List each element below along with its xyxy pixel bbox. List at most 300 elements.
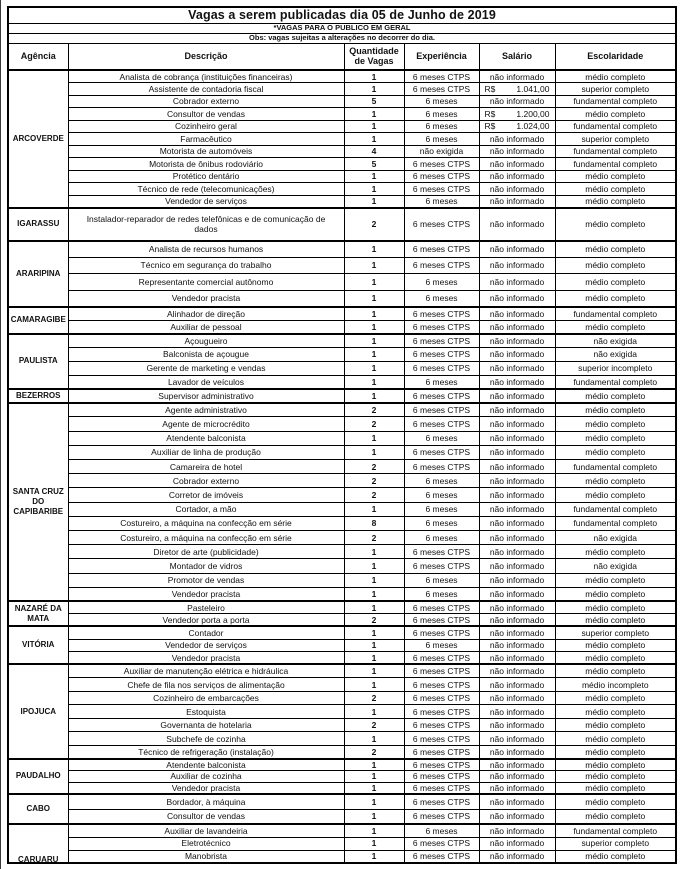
quantity-cell: 1 (344, 559, 404, 573)
quantity-cell: 1 (344, 502, 404, 516)
education-cell: médio completo (555, 445, 676, 459)
education-cell: fundamental completo (555, 375, 676, 389)
quantity-cell: 2 (344, 691, 404, 705)
table-row (8, 361, 676, 375)
salary-cell: não informado (479, 183, 555, 196)
quantity-cell: 1 (344, 837, 404, 850)
salary-cell: não informado (479, 782, 555, 794)
table-row (8, 652, 676, 665)
salary-cell: não informado (479, 573, 555, 587)
salary-cell: não informado (479, 718, 555, 732)
quantity-cell: 1 (344, 759, 404, 771)
experience-cell: 6 meses CTPS (404, 718, 479, 732)
experience-cell: 6 meses (404, 120, 479, 133)
experience-cell: 6 meses CTPS (404, 809, 479, 824)
agency-cell-paudalho: PAUDALHO (8, 759, 68, 794)
description-cell: Vendedor pracista (68, 652, 344, 665)
salary-cell: não informado (479, 601, 555, 614)
experience-cell: 6 meses CTPS (404, 241, 479, 258)
quantity-cell: 2 (344, 718, 404, 732)
salary-cell: não informado (479, 614, 555, 627)
table-row (8, 639, 676, 652)
description-cell: Lavador de veículos (68, 375, 344, 389)
agency-cell-cabo: CABO (8, 794, 68, 824)
description-cell: Analista de cobrança (instituições financeiras) (68, 70, 344, 83)
experience-cell: 6 meses CTPS (404, 837, 479, 850)
table-row (8, 488, 676, 502)
quantity-cell: 1 (344, 389, 404, 403)
quantity-cell: 1 (344, 348, 404, 362)
salary-cell: não informado (479, 824, 555, 837)
description-cell: Costureiro, a máquina na confecção em série (68, 530, 344, 544)
salary-cell: não informado (479, 759, 555, 771)
salary-cell: não informado (479, 95, 555, 108)
education-cell: médio completo (555, 705, 676, 719)
education-cell: médio completo (555, 691, 676, 705)
table-row (8, 573, 676, 587)
experience-cell: 6 meses (404, 474, 479, 488)
experience-cell: 6 meses CTPS (404, 70, 479, 83)
description-cell: Promotor de vendas (68, 573, 344, 587)
education-cell: médio completo (555, 587, 676, 601)
experience-cell: 6 meses CTPS (404, 320, 479, 334)
table-row (8, 145, 676, 158)
quantity-cell: 2 (344, 403, 404, 417)
description-cell: Consultor de vendas (68, 809, 344, 824)
description-cell: Costureiro, a máquina na confecção em série (68, 516, 344, 530)
table-row (8, 601, 676, 614)
description-cell: Técnico de rede (telecomunicações) (68, 183, 344, 196)
table-row (8, 307, 676, 321)
education-cell: superior completo (555, 83, 676, 96)
quantity-cell: 1 (344, 257, 404, 274)
quantity-cell: 5 (344, 95, 404, 108)
quantity-cell: 2 (344, 530, 404, 544)
agency-cell-santa-cruz-do-capibaribe: SANTA CRUZ DO CAPIBARIBE (8, 403, 68, 602)
experience-cell: 6 meses CTPS (404, 183, 479, 196)
salary-amount: 1.200,00 (516, 108, 550, 119)
experience-cell: 6 meses CTPS (404, 257, 479, 274)
table-row (8, 158, 676, 171)
education-cell: médio completo (555, 183, 676, 196)
salary-cell: não informado (479, 133, 555, 146)
quantity-cell: 2 (344, 614, 404, 627)
description-cell: Açougueiro (68, 334, 344, 348)
agency-cell-arcoverde: ARCOVERDE (8, 70, 68, 208)
quantity-cell: 2 (344, 474, 404, 488)
quantity-cell: 1 (344, 133, 404, 146)
table-row (8, 290, 676, 307)
description-cell: Consultor de vendas (68, 108, 344, 121)
table-row (8, 83, 676, 96)
quantity-cell: 2 (344, 417, 404, 431)
experience-cell: 6 meses (404, 431, 479, 445)
table-row (8, 70, 676, 83)
education-cell: médio completo (555, 850, 676, 863)
table-row (8, 718, 676, 732)
experience-cell: 6 meses CTPS (404, 460, 479, 474)
quantity-cell: 1 (344, 375, 404, 389)
agency-cell-bezerros: BEZERROS (8, 389, 68, 403)
salary-cell: não informado (479, 170, 555, 183)
education-cell: médio completo (555, 664, 676, 678)
education-cell: médio completo (555, 545, 676, 559)
quantity-cell: 1 (344, 445, 404, 459)
table-row (8, 559, 676, 573)
education-cell: médio completo (555, 639, 676, 652)
description-cell: Motorista de ônibus rodoviário (68, 158, 344, 171)
description-cell: Vendedor pracista (68, 290, 344, 307)
table-row (8, 403, 676, 417)
table-row (8, 348, 676, 362)
education-cell: médio incompleto (555, 678, 676, 692)
table-row (8, 133, 676, 146)
salary-cell: não informado (479, 403, 555, 417)
experience-cell: 6 meses CTPS (404, 705, 479, 719)
description-cell: Contador (68, 626, 344, 639)
quantity-cell: 1 (344, 183, 404, 196)
table-row (8, 170, 676, 183)
description-cell: Pasteleiro (68, 601, 344, 614)
experience-cell: 6 meses (404, 95, 479, 108)
experience-cell: 6 meses CTPS (404, 83, 479, 96)
salary-cell: não informado (479, 474, 555, 488)
experience-cell: 6 meses (404, 488, 479, 502)
quantity-cell: 1 (344, 274, 404, 291)
salary-amount: 1.024,00 (516, 121, 550, 132)
education-cell: superior completo (555, 626, 676, 639)
agency-cell-paulista: PAULISTA (8, 334, 68, 389)
experience-cell: 6 meses (404, 290, 479, 307)
education-cell: médio completo (555, 809, 676, 824)
description-cell: Atendente balconista (68, 431, 344, 445)
quantity-cell: 2 (344, 488, 404, 502)
experience-cell: 6 meses CTPS (404, 307, 479, 321)
experience-cell: 6 meses (404, 375, 479, 389)
education-cell: superior incompleto (555, 361, 676, 375)
experience-cell: 6 meses CTPS (404, 850, 479, 863)
table-row (8, 794, 676, 809)
education-cell: fundamental completo (555, 824, 676, 837)
agency-cell-camaragibe: CAMARAGIBE (8, 307, 68, 334)
description-cell: Auxiliar de pessoal (68, 320, 344, 334)
page-title: Vagas a serem publicadas dia 05 de Junho de 2019 (8, 7, 676, 23)
salary-cell: não informado (479, 664, 555, 678)
experience-cell: 6 meses (404, 573, 479, 587)
salary-cell: não informado (479, 158, 555, 171)
salary-cell (479, 120, 555, 133)
description-cell: Montador de vidros (68, 559, 344, 573)
education-cell: médio completo (555, 794, 676, 809)
education-cell: médio completo (555, 108, 676, 121)
education-cell: não exigida (555, 348, 676, 362)
table-row (8, 375, 676, 389)
table-row (8, 837, 676, 850)
education-cell: médio completo (555, 290, 676, 307)
description-cell: Subchefe de cozinha (68, 732, 344, 746)
description-cell: Representante comercial autônomo (68, 274, 344, 291)
salary-cell: não informado (479, 257, 555, 274)
quantity-cell: 1 (344, 120, 404, 133)
quantity-cell: 1 (344, 652, 404, 665)
description-cell: Atendente balconista (68, 759, 344, 771)
column-header-escolaridade: Escolaridade (555, 43, 676, 70)
salary-currency: R$ (484, 121, 496, 132)
description-cell: Vendedor pracista (68, 782, 344, 794)
education-cell: médio completo (555, 170, 676, 183)
table-row (8, 545, 676, 559)
description-cell: Auxiliar de cozinha (68, 771, 344, 783)
experience-cell: 6 meses CTPS (404, 732, 479, 746)
experience-cell: 6 meses CTPS (404, 691, 479, 705)
salary-cell (479, 108, 555, 121)
salary-cell: não informado (479, 389, 555, 403)
salary-cell: não informado (479, 274, 555, 291)
education-cell: médio completo (555, 208, 676, 241)
salary-cell: não informado (479, 460, 555, 474)
page-subtitle: *VAGAS PARA O PUBLICO EM GERAL (8, 23, 676, 33)
agency-cell-araripina: ARARIPINA (8, 241, 68, 307)
salary-cell: não informado (479, 208, 555, 241)
description-cell: Auxiliar de lavandeiria (68, 824, 344, 837)
description-cell: Agente administrativo (68, 403, 344, 417)
table-row (8, 516, 676, 530)
table-row (8, 782, 676, 794)
description-cell: Cortador, a mão (68, 502, 344, 516)
table-row (8, 445, 676, 459)
description-cell: Protético dentário (68, 170, 344, 183)
experience-cell: 6 meses CTPS (404, 782, 479, 794)
table-row (8, 745, 676, 759)
salary-cell: não informado (479, 516, 555, 530)
education-cell: não exigida (555, 530, 676, 544)
education-cell: médio completo (555, 474, 676, 488)
description-cell: Auxiliar de manutenção elétrica e hidráulica (68, 664, 344, 678)
education-cell: fundamental completo (555, 460, 676, 474)
experience-cell: 6 meses (404, 502, 479, 516)
table-row (8, 274, 676, 291)
salary-cell: não informado (479, 334, 555, 348)
table-row (8, 183, 676, 196)
education-cell: fundamental completo (555, 145, 676, 158)
vacancies-table (7, 6, 677, 864)
experience-cell: 6 meses CTPS (404, 614, 479, 627)
salary-cell: não informado (479, 307, 555, 321)
experience-cell: 6 meses CTPS (404, 678, 479, 692)
table-row (8, 824, 676, 837)
education-cell: fundamental completo (555, 95, 676, 108)
salary-currency: R$ (484, 83, 496, 94)
description-cell: Analista de recursos humanos (68, 241, 344, 258)
column-header-agencia: Agência (8, 43, 68, 70)
table-row (8, 120, 676, 133)
quantity-cell: 1 (344, 573, 404, 587)
experience-cell: 6 meses (404, 530, 479, 544)
experience-cell: 6 meses CTPS (404, 759, 479, 771)
quantity-cell: 1 (344, 290, 404, 307)
description-cell: Técnico de refrigeração (instalação) (68, 745, 344, 759)
description-cell: Chefe de fila nos serviços de alimentação (68, 678, 344, 692)
quantity-cell: 1 (344, 794, 404, 809)
salary-cell: não informado (479, 771, 555, 783)
description-cell: Vendedor porta a porta (68, 614, 344, 627)
education-cell: médio completo (555, 417, 676, 431)
quantity-cell: 1 (344, 70, 404, 83)
education-cell: médio completo (555, 274, 676, 291)
salary-cell: não informado (479, 652, 555, 665)
salary-cell: não informado (479, 530, 555, 544)
experience-cell: 6 meses CTPS (404, 626, 479, 639)
education-cell: médio completo (555, 195, 676, 208)
salary-cell: não informado (479, 361, 555, 375)
experience-cell: 6 meses (404, 108, 479, 121)
description-cell: Corretor de imóveis (68, 488, 344, 502)
table-row (8, 678, 676, 692)
quantity-cell: 1 (344, 431, 404, 445)
salary-cell: não informado (479, 375, 555, 389)
experience-cell: 6 meses CTPS (404, 334, 479, 348)
education-cell: fundamental completo (555, 120, 676, 133)
table-row (8, 195, 676, 208)
education-cell: médio completo (555, 241, 676, 258)
column-header-salario: Salário (479, 43, 555, 70)
table-row (8, 320, 676, 334)
quantity-cell: 1 (344, 307, 404, 321)
experience-cell: 6 meses CTPS (404, 389, 479, 403)
agency-cell-vitoria: VITÓRIA (8, 626, 68, 664)
education-cell: médio completo (555, 652, 676, 665)
salary-cell: não informado (479, 545, 555, 559)
experience-cell: 6 meses (404, 274, 479, 291)
salary-cell: não informado (479, 732, 555, 746)
column-header-descricao: Descrição (68, 43, 344, 70)
quantity-cell: 1 (344, 601, 404, 614)
salary-cell: não informado (479, 850, 555, 863)
salary-cell: não informado (479, 241, 555, 258)
salary-cell: não informado (479, 431, 555, 445)
education-cell: médio completo (555, 732, 676, 746)
description-cell: Camareira de hotel (68, 460, 344, 474)
experience-cell: 6 meses (404, 587, 479, 601)
quantity-cell: 1 (344, 732, 404, 746)
table-row (8, 389, 676, 403)
experience-cell: 6 meses CTPS (404, 545, 479, 559)
salary-cell: não informado (479, 745, 555, 759)
description-cell: Governanta de hotelaria (68, 718, 344, 732)
education-cell: médio completo (555, 601, 676, 614)
education-cell: médio completo (555, 488, 676, 502)
quantity-cell: 2 (344, 460, 404, 474)
description-cell: Cozinheiro de embarcações (68, 691, 344, 705)
salary-cell: não informado (479, 348, 555, 362)
table-row (8, 502, 676, 516)
description-cell: Vendedor pracista (68, 587, 344, 601)
table-row (8, 691, 676, 705)
salary-cell: não informado (479, 290, 555, 307)
salary-cell: não informado (479, 417, 555, 431)
salary-cell (479, 83, 555, 96)
education-cell: médio completo (555, 573, 676, 587)
description-cell: Instalador-reparador de redes telefônicas e de comunicação de dados (68, 208, 344, 241)
table-row (8, 705, 676, 719)
table-row (8, 771, 676, 783)
table-row (8, 108, 676, 121)
education-cell: médio completo (555, 745, 676, 759)
experience-cell: 6 meses CTPS (404, 158, 479, 171)
experience-cell: 6 meses (404, 516, 479, 530)
salary-cell: não informado (479, 488, 555, 502)
quantity-cell: 1 (344, 771, 404, 783)
experience-cell: 6 meses CTPS (404, 403, 479, 417)
education-cell: fundamental completo (555, 307, 676, 321)
education-cell: médio completo (555, 771, 676, 783)
description-cell: Motorista de automóveis (68, 145, 344, 158)
education-cell: médio completo (555, 389, 676, 403)
quantity-cell: 1 (344, 824, 404, 837)
salary-cell: não informado (479, 145, 555, 158)
quantity-cell: 1 (344, 545, 404, 559)
education-cell: médio completo (555, 782, 676, 794)
description-cell: Farmacêutico (68, 133, 344, 146)
table-row (8, 850, 676, 863)
quantity-cell: 1 (344, 241, 404, 258)
education-cell: fundamental completo (555, 502, 676, 516)
description-cell: Cobrador externo (68, 474, 344, 488)
table-row (8, 732, 676, 746)
education-cell: não exigida (555, 559, 676, 573)
experience-cell: 6 meses CTPS (404, 445, 479, 459)
quantity-cell: 1 (344, 809, 404, 824)
description-cell: Assistente de contadoria fiscal (68, 83, 344, 96)
quantity-cell: 1 (344, 782, 404, 794)
description-cell: Cozinheiro geral (68, 120, 344, 133)
table-row (8, 614, 676, 627)
salary-cell: não informado (479, 691, 555, 705)
education-cell: médio completo (555, 718, 676, 732)
quantity-cell: 1 (344, 320, 404, 334)
salary-cell: não informado (479, 502, 555, 516)
salary-cell: não informado (479, 837, 555, 850)
salary-amount: 1.041,00 (516, 83, 550, 94)
description-cell: Alinhador de direção (68, 307, 344, 321)
experience-cell: 6 meses (404, 133, 479, 146)
quantity-cell: 2 (344, 208, 404, 241)
education-cell: médio completo (555, 70, 676, 83)
experience-cell: 6 meses CTPS (404, 664, 479, 678)
table-row (8, 95, 676, 108)
experience-cell: 6 meses (404, 824, 479, 837)
description-cell: Supervisor administrativo (68, 389, 344, 403)
experience-cell: 6 meses CTPS (404, 794, 479, 809)
education-cell: médio completo (555, 320, 676, 334)
experience-cell: 6 meses CTPS (404, 771, 479, 783)
experience-cell: 6 meses CTPS (404, 652, 479, 665)
quantity-cell: 8 (344, 516, 404, 530)
table-row (8, 417, 676, 431)
description-cell: Diretor de arte (publicidade) (68, 545, 344, 559)
quantity-cell: 1 (344, 678, 404, 692)
experience-cell: 6 meses (404, 195, 479, 208)
quantity-cell: 1 (344, 83, 404, 96)
quantity-cell: 4 (344, 145, 404, 158)
experience-cell: 6 meses CTPS (404, 417, 479, 431)
table-row (8, 208, 676, 241)
experience-cell: 6 meses CTPS (404, 559, 479, 573)
quantity-cell: 1 (344, 639, 404, 652)
experience-cell: 6 meses CTPS (404, 745, 479, 759)
table-row (8, 431, 676, 445)
column-header-experiencia: Experiência (404, 43, 479, 70)
